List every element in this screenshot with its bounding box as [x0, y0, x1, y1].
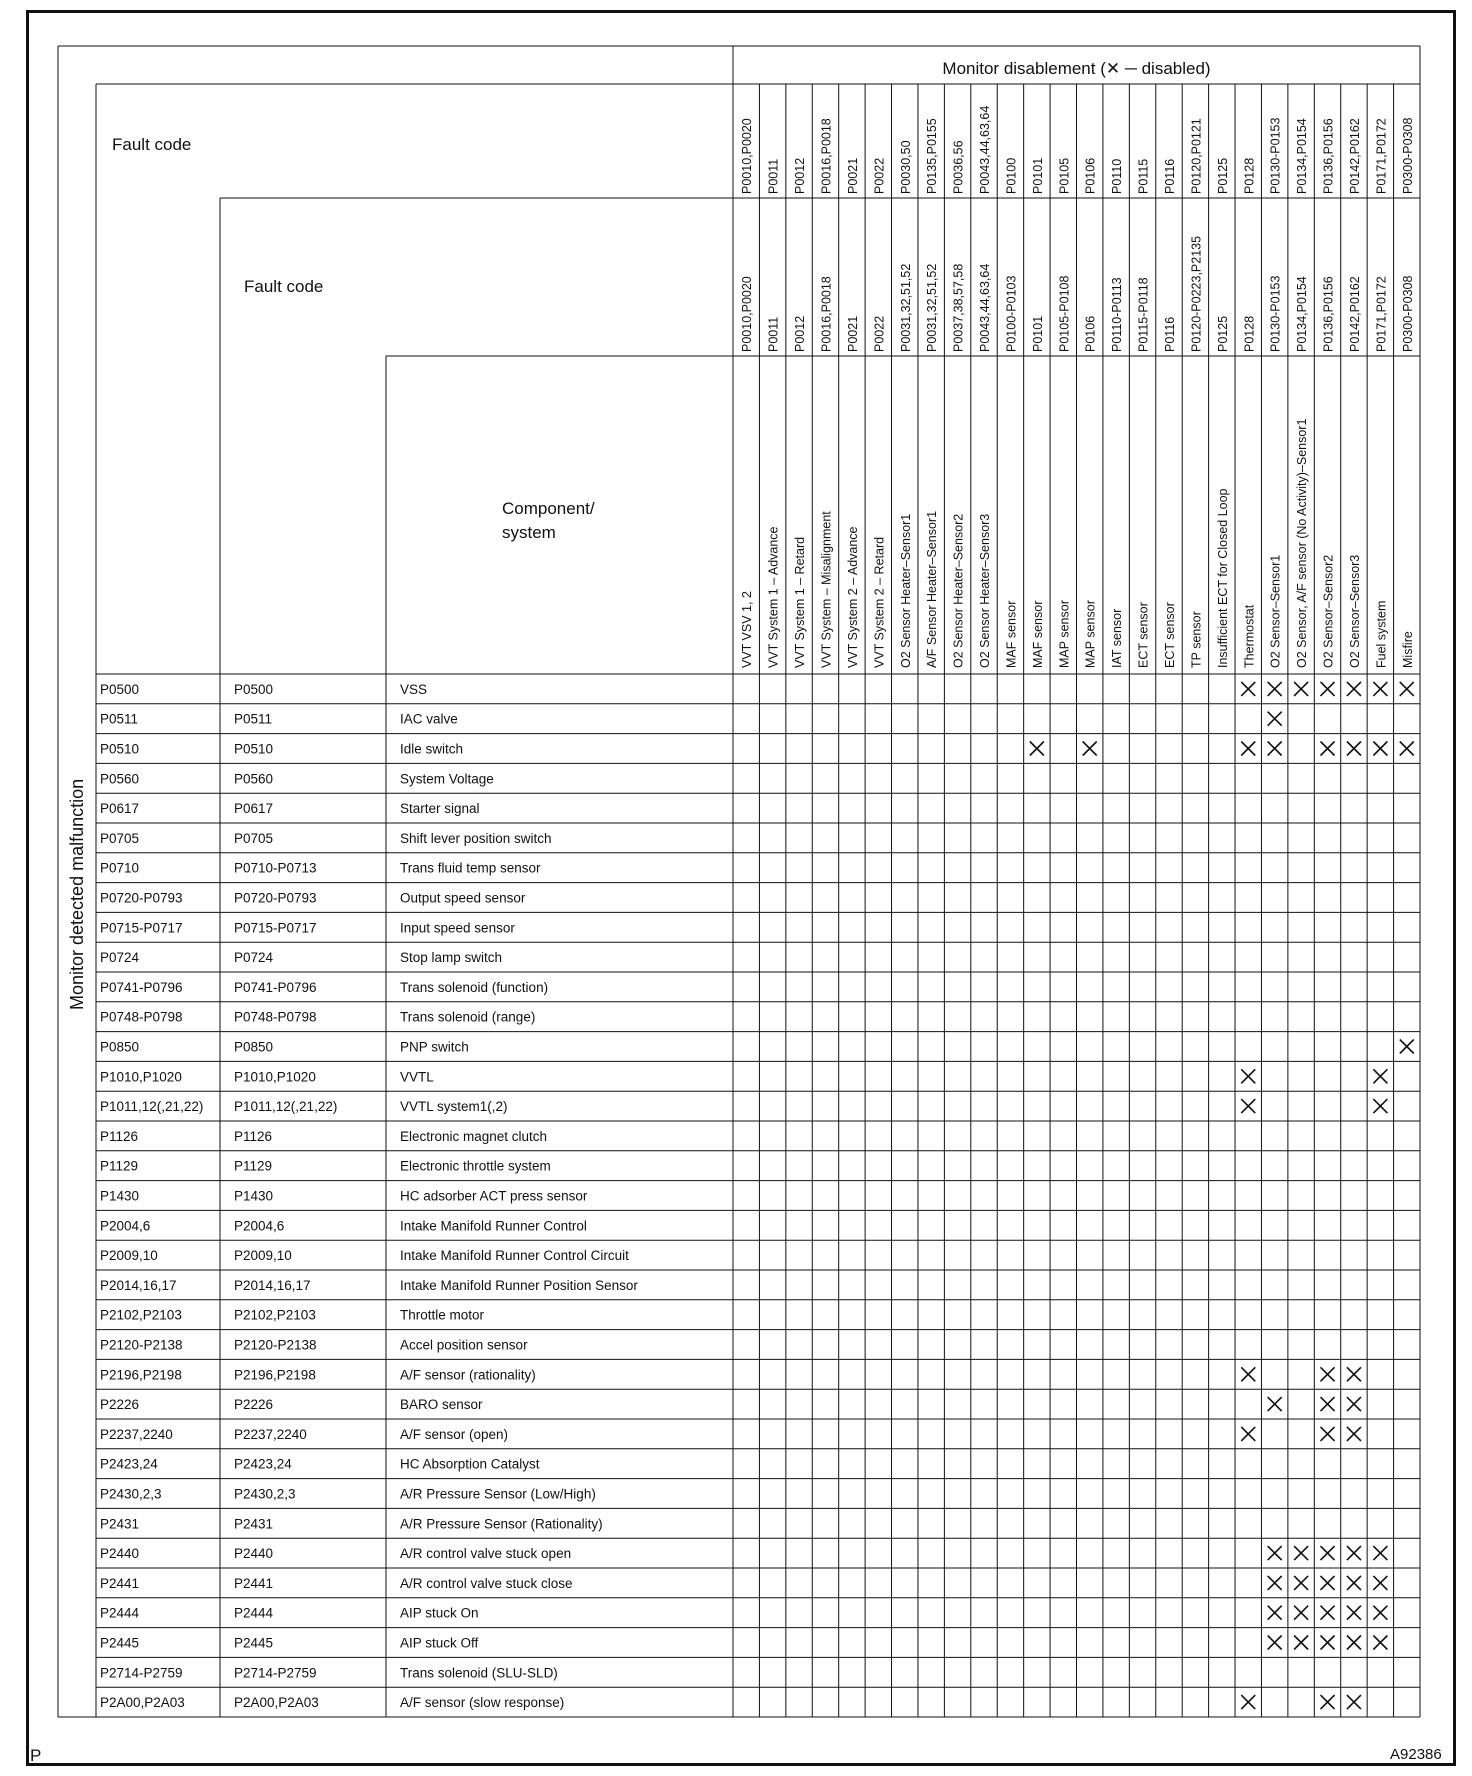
row-fault-code-2: P2237,2240 — [234, 1426, 307, 1442]
column-code-2: P0100-P0103 — [1004, 275, 1019, 352]
disabled-x-mark — [1241, 1695, 1255, 1709]
column-code-1: P0105 — [1057, 157, 1072, 194]
column-system-name: MAP sensor — [1057, 600, 1072, 668]
row-fault-code-1: P2004,6 — [100, 1218, 151, 1234]
column-code-1: P0116 — [1162, 158, 1177, 194]
row-component: HC Absorption Catalyst — [400, 1456, 540, 1472]
row-fault-code-1: P0500 — [100, 681, 140, 697]
column-system-name: O2 Sensor Heater–Sensor1 — [898, 513, 913, 668]
column-code-1: P0110 — [1110, 158, 1125, 194]
disabled-x-mark — [1268, 742, 1282, 756]
row-fault-code-2: P2009,10 — [234, 1248, 292, 1264]
disabled-x-mark — [1373, 1636, 1387, 1650]
disabled-x-mark — [1373, 682, 1387, 696]
disabled-x-mark — [1241, 1427, 1255, 1441]
row-fault-code-2: P2430,2,3 — [234, 1486, 296, 1502]
column-code-2: P0106 — [1083, 315, 1098, 352]
disabled-x-mark — [1347, 1636, 1361, 1650]
row-component: A/R control valve stuck close — [400, 1575, 573, 1591]
column-code-1: P0010,P0020 — [740, 118, 755, 194]
disabled-x-mark — [1373, 1069, 1387, 1083]
column-code-1: P0128 — [1242, 157, 1257, 194]
row-fault-code-1: P0705 — [100, 830, 140, 846]
column-system-name: TP sensor — [1189, 611, 1204, 668]
disabled-x-mark — [1268, 1576, 1282, 1590]
row-fault-code-2: P2226 — [234, 1397, 274, 1413]
row-component: A/F sensor (slow response) — [400, 1695, 565, 1711]
row-fault-code-2: P1011,12(,21,22) — [234, 1099, 338, 1115]
column-system-name: O2 Sensor–Sensor1 — [1268, 554, 1283, 668]
row-fault-code-1: P2714-P2759 — [100, 1665, 183, 1681]
disabled-x-mark — [1083, 742, 1097, 756]
row-fault-code-1: P0720-P0793 — [100, 890, 183, 906]
column-code-2: P0142,P0162 — [1347, 276, 1362, 352]
column-system-name: VVT System 2 – Advance — [845, 526, 860, 668]
disabled-x-mark — [1321, 742, 1335, 756]
row-fault-code-2: P0741-P0796 — [234, 979, 317, 995]
column-system-name: Insufficient ECT for Closed Loop — [1215, 488, 1230, 668]
disabled-x-mark — [1373, 1099, 1387, 1113]
column-code-1: P0130-P0153 — [1268, 117, 1283, 194]
row-fault-code-2: P0748-P0798 — [234, 1009, 317, 1025]
disabled-x-mark — [1241, 1367, 1255, 1381]
fault-code-heading-1: Fault code — [112, 135, 192, 154]
component-heading-line2: system — [502, 523, 556, 542]
column-system-name: MAF sensor — [1004, 600, 1019, 668]
row-component: A/F sensor (open) — [400, 1426, 509, 1442]
disabled-x-mark — [1400, 682, 1414, 696]
column-system-name: VVT System 2 – Retard — [872, 536, 887, 668]
disabled-x-mark — [1321, 1546, 1335, 1560]
column-system-name: VVT System 1 – Retard — [793, 536, 808, 668]
column-code-1: P0134,P0154 — [1295, 118, 1310, 194]
column-system-name: ECT sensor — [1162, 602, 1177, 668]
column-code-2: P0043,44,63,64 — [978, 263, 993, 352]
row-component: Accel position sensor — [400, 1337, 528, 1353]
row-component: BARO sensor — [400, 1397, 483, 1413]
row-fault-code-1: P2120-P2138 — [100, 1337, 183, 1353]
row-fault-code-1: P2009,10 — [100, 1248, 158, 1264]
disabled-x-mark — [1321, 1427, 1335, 1441]
row-component: Trans fluid temp sensor — [400, 860, 541, 876]
row-component: Intake Manifold Runner Position Sensor — [400, 1277, 638, 1293]
column-code-2: P0022 — [872, 315, 887, 352]
column-system-name: Fuel system — [1374, 600, 1389, 668]
disabled-x-mark — [1321, 1695, 1335, 1709]
column-system-name: O2 Sensor, A/F sensor (No Activity)–Sensor1 — [1295, 418, 1310, 668]
column-code-2: P0031,32,51,52 — [925, 263, 940, 352]
row-fault-code-1: P0748-P0798 — [100, 1009, 183, 1025]
column-code-2: P0110-P0113 — [1110, 277, 1125, 352]
disabled-x-mark — [1241, 682, 1255, 696]
disabled-x-mark — [1373, 1546, 1387, 1560]
row-fault-code-2: P2714-P2759 — [234, 1665, 317, 1681]
column-code-2: P0130-P0153 — [1268, 275, 1283, 352]
row-fault-code-1: P1010,P1020 — [100, 1069, 182, 1085]
row-fault-code-2: P0500 — [234, 681, 274, 697]
column-system-name: Thermostat — [1242, 604, 1257, 668]
column-code-1: P0115 — [1136, 158, 1151, 194]
column-code-1: P0036,56 — [951, 140, 966, 194]
column-code-2: P0010,P0020 — [740, 276, 755, 352]
column-code-1: P0300-P0308 — [1400, 117, 1415, 194]
disabled-x-mark — [1347, 1606, 1361, 1620]
row-component: Shift lever position switch — [400, 830, 552, 846]
disabled-x-mark — [1321, 1606, 1335, 1620]
column-code-2: P0134,P0154 — [1295, 276, 1310, 352]
column-code-2: P0120-P0223,P2135 — [1189, 235, 1204, 352]
row-component: Stop lamp switch — [400, 950, 503, 966]
column-code-2: P0031,32,51,52 — [898, 263, 913, 352]
disabled-x-mark — [1347, 1427, 1361, 1441]
row-component: Electronic throttle system — [400, 1158, 551, 1174]
row-component: A/R control valve stuck open — [400, 1546, 572, 1562]
footer-left-label: P — [30, 1746, 42, 1765]
row-component: HC adsorber ACT press sensor — [400, 1188, 588, 1204]
disabled-x-mark — [1294, 1606, 1308, 1620]
row-fault-code-2: P2444 — [234, 1605, 274, 1621]
column-code-1: P0171,P0172 — [1374, 118, 1389, 194]
disabled-x-mark — [1347, 1576, 1361, 1590]
row-component: Output speed sensor — [400, 890, 526, 906]
row-component: VVTL — [400, 1069, 434, 1085]
row-component: Input speed sensor — [400, 920, 515, 936]
row-component: Trans solenoid (SLU-SLD) — [400, 1665, 558, 1681]
row-fault-code-1: P0850 — [100, 1039, 140, 1055]
column-code-2: P0016,P0018 — [819, 276, 834, 352]
disabled-x-mark — [1268, 1546, 1282, 1560]
column-system-name: O2 Sensor Heater–Sensor2 — [951, 513, 966, 668]
row-fault-code-1: P2444 — [100, 1605, 140, 1621]
row-component: A/R Pressure Sensor (Rationality) — [400, 1516, 603, 1532]
column-code-2: P0037,38,57,58 — [951, 263, 966, 352]
row-fault-code-2: P2441 — [234, 1575, 274, 1591]
row-fault-code-2: P1430 — [234, 1188, 274, 1204]
row-fault-code-1: P2440 — [100, 1546, 140, 1562]
row-fault-code-1: P1126 — [100, 1128, 139, 1144]
row-fault-code-1: P2196,P2198 — [100, 1367, 182, 1383]
row-fault-code-2: P0511 — [234, 711, 273, 727]
row-fault-code-2: P2120-P2138 — [234, 1337, 317, 1353]
column-system-name: Misfire — [1400, 631, 1415, 668]
row-fault-code-2: P2A00,P2A03 — [234, 1695, 319, 1711]
row-fault-code-1: P2441 — [100, 1575, 140, 1591]
column-code-1: P0043,44,63,64 — [978, 105, 993, 194]
row-fault-code-1: P2226 — [100, 1397, 140, 1413]
column-code-1: P0011 — [766, 158, 781, 194]
row-fault-code-2: P2423,24 — [234, 1456, 292, 1472]
row-fault-code-1: P0741-P0796 — [100, 979, 183, 995]
column-code-2: P0012 — [793, 315, 808, 352]
figure-id-label: A92386 — [1390, 1746, 1442, 1763]
row-fault-code-2: P0720-P0793 — [234, 890, 317, 906]
row-component: AIP stuck On — [400, 1605, 479, 1621]
column-system-name: O2 Sensor Heater–Sensor3 — [978, 513, 993, 668]
row-component: VSS — [400, 681, 428, 697]
row-fault-code-1: P0715-P0717 — [100, 920, 183, 936]
row-component: System Voltage — [400, 771, 494, 787]
column-code-1: P0100 — [1004, 157, 1019, 194]
row-component: PNP switch — [400, 1039, 469, 1055]
column-code-2: P0011 — [766, 316, 781, 352]
disabled-x-mark — [1294, 1546, 1308, 1560]
disabled-x-mark — [1294, 682, 1308, 696]
row-component: Throttle motor — [400, 1307, 485, 1323]
row-fault-code-1: P2A00,P2A03 — [100, 1695, 185, 1711]
row-fault-code-2: P0510 — [234, 741, 274, 757]
row-fault-code-1: P2445 — [100, 1635, 140, 1651]
row-fault-code-1: P2431 — [100, 1516, 140, 1532]
disabled-x-mark — [1294, 1576, 1308, 1590]
column-code-1: P0016,P0018 — [819, 118, 834, 194]
row-fault-code-1: P1430 — [100, 1188, 140, 1204]
fault-code-heading-2: Fault code — [244, 277, 324, 296]
disabled-x-mark — [1030, 742, 1044, 756]
disabled-x-mark — [1373, 742, 1387, 756]
row-component: Electronic magnet clutch — [400, 1128, 548, 1144]
row-fault-code-1: P2423,24 — [100, 1456, 158, 1472]
column-code-1: P0030,50 — [898, 140, 913, 194]
column-code-2: P0116 — [1162, 316, 1177, 352]
row-fault-code-2: P0710-P0713 — [234, 860, 317, 876]
row-component: Starter signal — [400, 801, 480, 817]
row-fault-code-2: P2102,P2103 — [234, 1307, 316, 1323]
row-fault-code-2: P2440 — [234, 1546, 274, 1562]
column-code-2: P0171,P0172 — [1374, 276, 1389, 352]
column-code-1: P0012 — [793, 157, 808, 194]
row-component: Intake Manifold Runner Control Circuit — [400, 1248, 629, 1264]
column-system-name: VVT VSV 1, 2 — [740, 591, 755, 668]
column-code-2: P0136,P0156 — [1321, 276, 1336, 352]
row-fault-code-2: P0617 — [234, 801, 274, 817]
row-component: AIP stuck Off — [400, 1635, 479, 1651]
column-code-2: P0101 — [1030, 315, 1045, 352]
row-component: Trans solenoid (function) — [400, 979, 549, 995]
row-component: Trans solenoid (range) — [400, 1009, 536, 1025]
disabled-x-mark — [1268, 682, 1282, 696]
row-component: Intake Manifold Runner Control — [400, 1218, 587, 1234]
disabled-x-mark — [1373, 1606, 1387, 1620]
row-fault-code-1: P2102,P2103 — [100, 1307, 182, 1323]
column-system-name: O2 Sensor–Sensor2 — [1321, 554, 1336, 668]
row-fault-code-1: P2237,2240 — [100, 1426, 173, 1442]
column-code-2: P0300-P0308 — [1400, 275, 1415, 352]
row-fault-code-2: P2014,16,17 — [234, 1277, 311, 1293]
disabled-x-mark — [1241, 1099, 1255, 1113]
row-component: A/F sensor (rationality) — [400, 1367, 536, 1383]
row-fault-code-1: P0617 — [100, 801, 140, 817]
column-code-2: P0105-P0108 — [1057, 275, 1072, 352]
column-code-1: P0101 — [1030, 157, 1045, 194]
disabled-x-mark — [1321, 682, 1335, 696]
row-fault-code-2: P1126 — [234, 1128, 273, 1144]
disabled-x-mark — [1321, 1636, 1335, 1650]
disabled-x-mark — [1241, 1069, 1255, 1083]
disabled-x-mark — [1400, 742, 1414, 756]
row-fault-code-2: P2431 — [234, 1516, 274, 1532]
row-fault-code-2: P0705 — [234, 830, 274, 846]
row-fault-code-1: P2014,16,17 — [100, 1277, 177, 1293]
row-fault-code-2: P1010,P1020 — [234, 1069, 316, 1085]
disabled-x-mark — [1268, 1397, 1282, 1411]
row-component: VVTL system1(,2) — [400, 1099, 508, 1115]
disabled-x-mark — [1241, 742, 1255, 756]
column-code-2: P0115-P0118 — [1136, 277, 1151, 352]
row-fault-code-1: P0560 — [100, 771, 140, 787]
disabled-x-mark — [1268, 712, 1282, 726]
column-system-name: IAT sensor — [1110, 608, 1125, 668]
row-fault-code-2: P0715-P0717 — [234, 920, 317, 936]
disabled-x-mark — [1321, 1397, 1335, 1411]
column-system-name: MAP sensor — [1083, 600, 1098, 668]
row-fault-code-2: P1129 — [234, 1158, 273, 1174]
column-code-1: P0135,P0155 — [925, 118, 940, 194]
disabled-x-mark — [1268, 1606, 1282, 1620]
disabled-x-mark — [1347, 1397, 1361, 1411]
monitor-disablement-title: Monitor disablement (✕ ─ disabled) — [942, 59, 1211, 78]
column-system-name: ECT sensor — [1136, 602, 1151, 668]
row-component: Idle switch — [400, 741, 464, 757]
disabled-x-mark — [1400, 1040, 1414, 1054]
disabled-x-mark — [1294, 1636, 1308, 1650]
disabled-x-mark — [1321, 1367, 1335, 1381]
disabled-x-mark — [1347, 1367, 1361, 1381]
row-fault-code-1: P0510 — [100, 741, 140, 757]
row-fault-code-1: P1129 — [100, 1158, 139, 1174]
row-fault-code-1: P1011,12(,21,22) — [100, 1099, 204, 1115]
column-code-1: P0125 — [1215, 157, 1230, 194]
disabled-x-mark — [1321, 1576, 1335, 1590]
column-code-1: P0021 — [845, 157, 860, 194]
row-fault-code-2: P0850 — [234, 1039, 274, 1055]
column-code-1: P0136,P0156 — [1321, 118, 1336, 194]
column-system-name: MAF sensor — [1030, 600, 1045, 668]
side-label-monitor-detected: Monitor detected malfunction — [67, 778, 87, 1010]
row-fault-code-1: P0710 — [100, 860, 140, 876]
row-fault-code-2: P0724 — [234, 950, 274, 966]
column-system-name: VVT System 1 – Advance — [766, 526, 781, 668]
row-fault-code-2: P2445 — [234, 1635, 274, 1651]
column-code-1: P0106 — [1083, 157, 1098, 194]
column-code-1: P0022 — [872, 157, 887, 194]
column-code-1: P0142,P0162 — [1347, 118, 1362, 194]
disabled-x-mark — [1347, 1695, 1361, 1709]
row-fault-code-2: P2004,6 — [234, 1218, 285, 1234]
column-system-name: O2 Sensor–Sensor3 — [1347, 554, 1362, 668]
column-system-name: A/F Sensor Heater–Sensor1 — [925, 510, 940, 668]
column-code-2: P0021 — [845, 315, 860, 352]
disabled-x-mark — [1347, 682, 1361, 696]
column-code-2: P0128 — [1242, 315, 1257, 352]
disabled-x-mark — [1347, 1546, 1361, 1560]
column-code-1: P0120,P0121 — [1189, 118, 1204, 194]
row-component: A/R Pressure Sensor (Low/High) — [400, 1486, 596, 1502]
row-component: IAC valve — [400, 711, 458, 727]
disabled-x-mark — [1347, 742, 1361, 756]
row-fault-code-1: P2430,2,3 — [100, 1486, 162, 1502]
disabled-x-mark — [1373, 1576, 1387, 1590]
row-fault-code-2: P2196,P2198 — [234, 1367, 316, 1383]
row-fault-code-2: P0560 — [234, 771, 274, 787]
disabled-x-mark — [1268, 1636, 1282, 1650]
column-system-name: VVT System – Misalignment — [819, 511, 834, 668]
column-code-2: P0125 — [1215, 315, 1230, 352]
row-fault-code-1: P0724 — [100, 950, 140, 966]
row-fault-code-1: P0511 — [100, 711, 139, 727]
component-heading-line1: Component/ — [502, 499, 595, 518]
